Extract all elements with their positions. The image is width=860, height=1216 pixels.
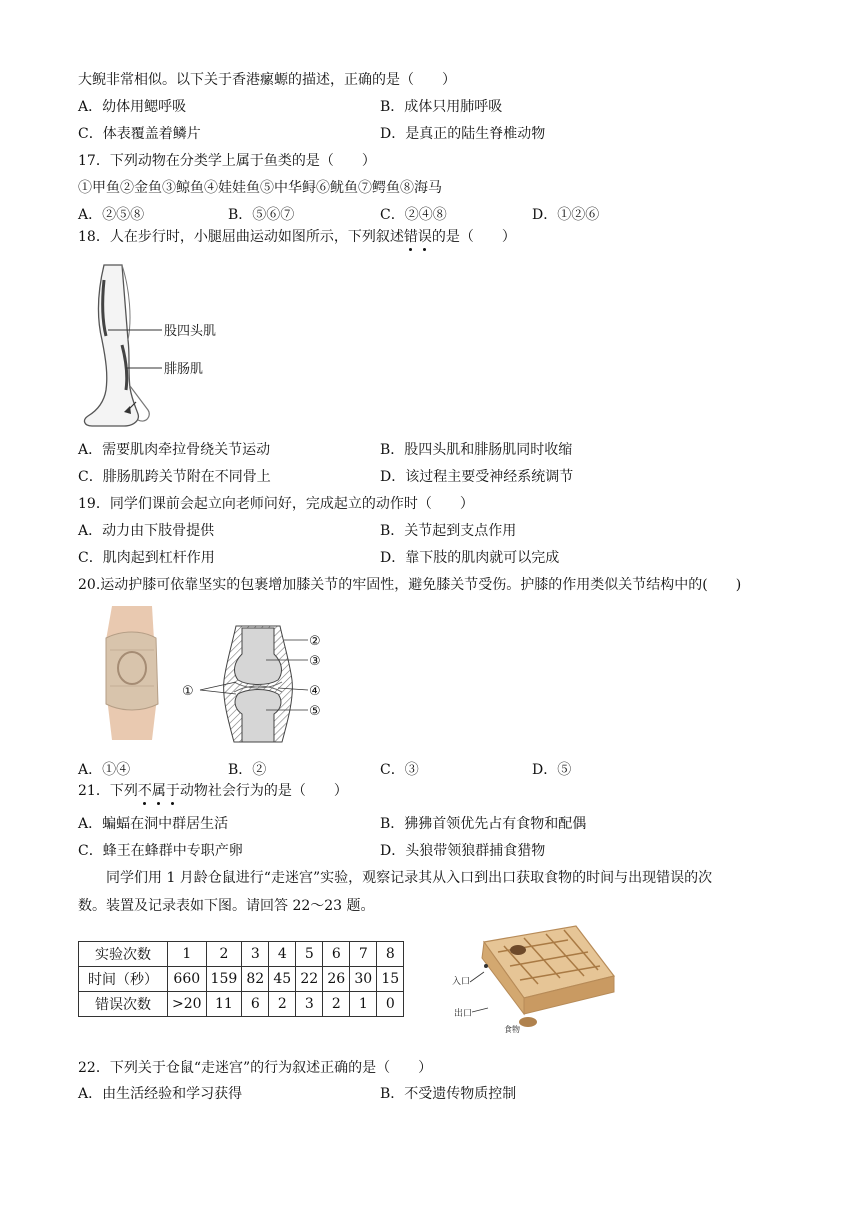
q16-stem-tail: 大鲵非常相似。以下关于香港瘰螈的描述，正确的是（ ） <box>78 72 456 88</box>
q19-option-a: A．动力由下肢骨提供 <box>78 523 215 539</box>
table-cell: >20 <box>168 992 207 1017</box>
table-cell: 6 <box>242 992 269 1017</box>
q18-option-b: B．股四头肌和腓肠肌同时收缩 <box>380 442 573 458</box>
q21-option-c: C．蜂王在蜂群中专职产卵 <box>78 843 243 859</box>
q19-option-c: C．肌肉起到杠杆作用 <box>78 550 215 566</box>
table-cell: 3 <box>242 942 269 967</box>
joint-label-1: ① <box>182 684 194 699</box>
table-cell: 30 <box>350 967 377 992</box>
q16-option-d: D．是真正的陆生脊椎动物 <box>380 126 546 142</box>
q19-stem: 19．同学们课前会起立向老师问好，完成起立的动作时（ ） <box>78 496 474 512</box>
q17-stem: 17．下列动物在分类学上属于鱼类的是（ ） <box>78 153 376 169</box>
table-cell: 15 <box>377 967 404 992</box>
joint-label-2: ② <box>309 634 321 649</box>
table-cell: 1 <box>168 942 207 967</box>
q16-option-a: A．幼体用鳃呼吸 <box>78 99 187 115</box>
q21-stem <box>78 781 348 801</box>
table-cell: 7 <box>350 942 377 967</box>
q17-option-c: C．②④⑧ <box>380 207 447 223</box>
q17-option-a: A．②⑤⑧ <box>78 207 145 223</box>
table-cell: 1 <box>350 992 377 1017</box>
table-cell: 660 <box>168 967 207 992</box>
table-cell: 错误次数 <box>79 992 168 1017</box>
q20-option-a: A．①④ <box>78 762 131 778</box>
q18-option-d: D．该过程主要受神经系统调节 <box>380 469 574 485</box>
q21-emphasis-1: 不 <box>137 783 152 799</box>
q18-emphasis-1: 错 <box>403 229 418 245</box>
q21-emphasis-3: 于 <box>165 783 180 799</box>
q17-animal-list: ①甲鱼②金鱼③鲸鱼④娃娃鱼⑤中华鲟⑥鱿鱼⑦鳄鱼⑧海马 <box>78 180 442 196</box>
joint-label-5: ⑤ <box>309 704 321 719</box>
table-cell: 0 <box>377 992 404 1017</box>
q22-option-a: A．由生活经验和学习获得 <box>78 1086 243 1102</box>
q21-option-d: D．头狼带领狼群捕食猎物 <box>380 843 546 859</box>
q16-option-b: B．成体只用肺呼吸 <box>380 99 503 115</box>
record-table <box>78 941 404 1017</box>
q20-stem: 20.运动护膝可依靠坚实的包裹增加膝关节的牢固性，避免膝关节受伤。护膝的作用类似关节结构中的( ) <box>78 577 742 593</box>
maze-entry-label: 入口 <box>452 977 471 987</box>
maze-photo <box>448 922 618 1036</box>
table-cell: 时间（秒） <box>79 967 168 992</box>
q18-emphasis-2: 误 <box>417 229 432 245</box>
table-cell: 22 <box>296 967 323 992</box>
intro-line-1: 同学们用 1 月龄仓鼠进行“走迷宫”实验，观察记录其从入口到出口获取食物的时间与出现错误的次 <box>106 870 713 886</box>
table-row <box>79 967 404 992</box>
q18-option-a: A．需要肌肉牵拉骨绕关节运动 <box>78 442 271 458</box>
q21-stem-a: 21．下列 <box>78 783 138 799</box>
table-cell: 2 <box>323 992 350 1017</box>
q20-option-b: B．② <box>228 762 267 778</box>
table-cell: 2 <box>269 992 296 1017</box>
joint-label-3: ③ <box>309 654 321 669</box>
q21-option-a: A．蝙蝠在洞中群居生活 <box>78 816 229 832</box>
q21-stem-b: 动物社会行为的是（ ） <box>179 783 348 799</box>
q17-option-b: B．⑤⑥⑦ <box>228 207 295 223</box>
q17-option-d: D．①②⑥ <box>532 207 600 223</box>
q18-option-c: C．腓肠肌跨关节附在不同骨上 <box>78 469 271 485</box>
table-cell: 实验次数 <box>79 942 168 967</box>
q18-stem-a: 18．人在步行时，小腿屈曲运动如图所示，下列叙述 <box>78 229 404 245</box>
q16-option-c: C．体表覆盖着鳞片 <box>78 126 201 142</box>
q21-option-b: B．狒狒首领优先占有食物和配偶 <box>380 816 587 832</box>
q18-stem-b: 的是（ ） <box>431 229 516 245</box>
table-cell: 8 <box>377 942 404 967</box>
table-cell: 3 <box>296 992 323 1017</box>
knee-brace-photo <box>82 606 172 740</box>
table-cell: 4 <box>269 942 296 967</box>
table-cell: 11 <box>206 992 242 1017</box>
q22-option-b: B．不受遗传物质控制 <box>380 1086 517 1102</box>
knee-joint-diagram <box>180 624 330 746</box>
table-row <box>79 942 404 967</box>
table-cell: 82 <box>242 967 269 992</box>
table-cell: 2 <box>206 942 242 967</box>
table-row <box>79 992 404 1017</box>
q18-stem <box>78 227 516 247</box>
maze-food-label: 食物 <box>504 1025 520 1034</box>
intro-line-2: 数。装置及记录表如下图。请回答 22～23 题。 <box>78 898 375 914</box>
table-cell: 159 <box>206 967 242 992</box>
table-cell: 26 <box>323 967 350 992</box>
quadriceps-label: 股四头肌 <box>164 324 217 339</box>
table-cell: 5 <box>296 942 323 967</box>
q19-option-d: D．靠下肢的肌肉就可以完成 <box>380 550 560 566</box>
maze-exit-label: 出口 <box>454 1009 473 1019</box>
q21-emphasis-2: 属 <box>151 783 166 799</box>
q19-option-b: B．关节起到支点作用 <box>380 523 517 539</box>
q20-option-c: C．③ <box>380 762 419 778</box>
joint-label-4: ④ <box>309 684 321 699</box>
gastrocnemius-label: 腓肠肌 <box>164 362 204 377</box>
q22-stem: 22．下列关于仓鼠“走迷宫”的行为叙述正确的是（ ） <box>78 1060 433 1076</box>
leg-muscle-figure <box>78 260 228 432</box>
q20-option-d: D．⑤ <box>532 762 572 778</box>
table-cell: 45 <box>269 967 296 992</box>
table-cell: 6 <box>323 942 350 967</box>
